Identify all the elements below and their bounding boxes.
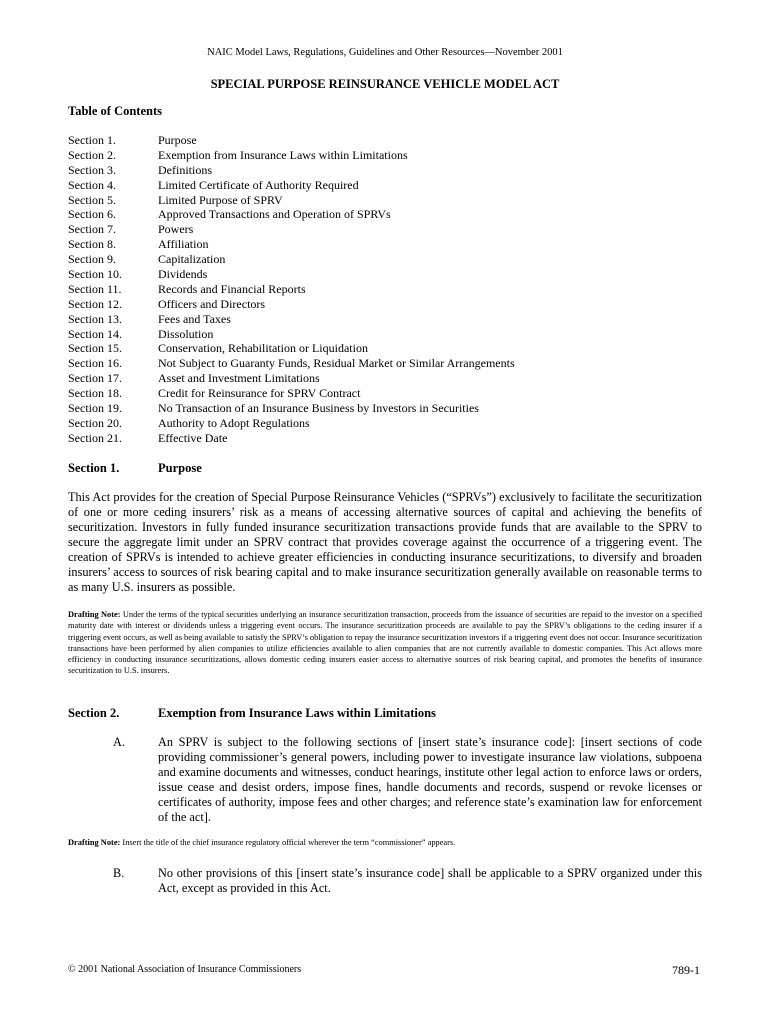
toc-entry — [68, 207, 708, 222]
toc-entry — [68, 371, 708, 386]
footer-copyright: © 2001 National Association of Insurance Commissioners — [68, 964, 302, 975]
toc-entry-title: Credit for Reinsurance for SPRV Contract — [158, 386, 361, 401]
toc-entry — [68, 401, 708, 416]
toc-entry-title: Powers — [158, 222, 194, 237]
toc-entry-number: Section 21. — [68, 430, 122, 445]
toc-entry-number: Section 15. — [68, 341, 122, 356]
table-of-contents — [68, 133, 708, 446]
toc-entry-title: Approved Transactions and Operation of SPRVs — [158, 207, 391, 222]
toc-entry — [68, 252, 708, 267]
footer-page-number: 789-1 — [672, 963, 700, 977]
toc-entry — [68, 386, 708, 401]
running-head: NAIC Model Laws, Regulations, Guidelines and Other Resources—November 2001 — [207, 47, 563, 58]
subsection-a-marker: A. — [113, 735, 125, 749]
toc-entry-title: Not Subject to Guaranty Funds, Residual Market or Similar Arrangements — [158, 356, 515, 371]
toc-entry-title: Asset and Investment Limitations — [158, 371, 320, 386]
drafting-note-text: Insert the title of the chief insurance regulatory official wherever the term “commissioner” appears. — [122, 838, 456, 847]
toc-entry-number: Section 17. — [68, 371, 122, 386]
toc-entry-number: Section 14. — [68, 326, 122, 341]
section-1-body: This Act provides for the creation of Special Purpose Reinsurance Vehicles (“SPRVs”) exclusively to facilitate the securitization of one or more ceding insurers’ risk as a means of accessing alternative sources of capital and achieving the benefits of securitization. Investors in fully funded insurance securitization transactions provide funds that are available to the SPRV to secure the aggregate limit under an SPRV contract that provides coverage against the occurrence of a triggering event. The creation of SPRVs is intended to achieve greater efficiencies in conducting insurance securitizations, to diversify and broaden insurers’ access to sources of risk bearing capital and to make insurance securitization generally available on reasonable terms to as many U.S. insurers as possible. — [68, 490, 702, 594]
subsection-a-text: An SPRV is subject to the following sections of [insert state’s insurance code]: [insert sections of code providing commissioner’s general powers, including power to investigate insurance law violations, subpoena and examine documents and witnesses, conduct hearings, institute other legal action to enforce laws or orders, issue cease and desist orders, impose fines, handle documents and records, suspend or revoke licenses or certificates of authority, impose fees and other charges; and reference state’s examination law for enforcement of the act]. — [158, 735, 702, 824]
toc-entry-title: Affiliation — [158, 237, 209, 252]
toc-entry-title: Dividends — [158, 267, 208, 282]
toc-entry-number: Section 7. — [68, 222, 116, 237]
toc-entry-title: Fees and Taxes — [158, 311, 231, 326]
toc-entry — [68, 148, 708, 163]
subsection-b-marker: B. — [113, 866, 125, 880]
toc-entry — [68, 416, 708, 431]
toc-entry-title: No Transaction of an Insurance Business by Investors in Securities — [158, 401, 479, 416]
toc-entry-number: Section 18. — [68, 386, 122, 401]
toc-entry-number: Section 4. — [68, 177, 116, 192]
section-1-title: Purpose — [158, 461, 202, 475]
toc-entry — [68, 356, 708, 371]
toc-entry — [68, 282, 708, 297]
toc-entry-title: Dissolution — [158, 326, 214, 341]
toc-entry-number: Section 16. — [68, 356, 122, 371]
toc-entry-title: Records and Financial Reports — [158, 281, 306, 296]
toc-entry-number: Section 19. — [68, 401, 122, 416]
toc-entry-number: Section 3. — [68, 162, 116, 177]
toc-entry-number: Section 8. — [68, 237, 116, 252]
toc-entry — [68, 312, 708, 327]
toc-entry — [68, 133, 708, 148]
toc-entry — [68, 327, 708, 342]
toc-entry — [68, 193, 708, 208]
toc-entry-number: Section 9. — [68, 252, 116, 267]
toc-entry-title: Limited Certificate of Authority Required — [158, 177, 359, 192]
toc-entry-title: Limited Purpose of SPRV — [158, 192, 283, 207]
toc-entry-title: Authority to Adopt Regulations — [158, 415, 310, 430]
section-2-heading — [68, 706, 436, 721]
section-1-heading — [68, 461, 202, 476]
drafting-note-label: Drafting Note: — [68, 838, 121, 847]
toc-heading: Table of Contents — [68, 104, 162, 118]
section-1-number: Section 1. — [68, 461, 120, 475]
toc-entry-number: Section 5. — [68, 192, 116, 207]
toc-entry — [68, 163, 708, 178]
toc-entry-number: Section 10. — [68, 267, 122, 282]
toc-entry-title: Exemption from Insurance Laws within Limitations — [158, 147, 408, 162]
section-1-drafting-note — [68, 609, 702, 677]
toc-entry-number: Section 13. — [68, 311, 122, 326]
drafting-note-text: Under the terms of the typical securities underlying an insurance securitization transaction, proceeds from the issuance of securities are repaid to the investor on a specified maturity date with interest or dividends unless a triggering event occurs. The insurance securitization proceeds are available to pay the SPRV’s obligations to the ceding insurer if a triggering event occurs, as well as being available to satisfy the SPRV’s obligation to repay the insurance securitization investors if a triggering event does not occur. Insurance securitization transactions have been performed by alien companies to utilize efficiencies available to alien companies that are not currently available to domestic companies. This Act allows more efficiency in conducting insurance securitizations, allows domestic ceding insurers easier access to alternative sources of risk bearing capital, and promotes the benefits of insurance securitization to U.S. insurers. — [68, 610, 703, 676]
document-title: SPECIAL PURPOSE REINSURANCE VEHICLE MODEL ACT — [210, 77, 560, 91]
toc-entry-number: Section 1. — [68, 133, 116, 147]
toc-entry — [68, 178, 708, 193]
toc-entry-number: Section 11. — [68, 281, 122, 296]
toc-entry-title: Capitalization — [158, 252, 226, 267]
section-2-drafting-note — [68, 837, 702, 848]
toc-entry — [68, 297, 708, 312]
toc-entry-title: Purpose — [158, 133, 197, 147]
toc-entry-title: Conservation, Rehabilitation or Liquidation — [158, 341, 368, 356]
toc-entry — [68, 222, 708, 237]
toc-entry-number: Section 2. — [68, 147, 116, 162]
toc-entry-title: Definitions — [158, 162, 212, 177]
subsection-b-text: No other provisions of this [insert state’s insurance code] shall be applicable to a SPRV organized under this Act, except as provided in this Act. — [158, 866, 702, 895]
section-2-number: Section 2. — [68, 706, 120, 720]
toc-entry-number: Section 6. — [68, 207, 116, 222]
toc-entry-number: Section 20. — [68, 415, 122, 430]
toc-entry — [68, 431, 708, 446]
toc-entry — [68, 237, 708, 252]
drafting-note-label: Drafting Note: — [68, 610, 121, 619]
section-2-title: Exemption from Insurance Laws within Limitations — [158, 706, 436, 720]
toc-entry-number: Section 12. — [68, 296, 122, 311]
toc-entry — [68, 267, 708, 282]
toc-entry-title: Officers and Directors — [158, 296, 266, 311]
toc-entry — [68, 341, 708, 356]
toc-entry-title: Effective Date — [158, 430, 228, 445]
